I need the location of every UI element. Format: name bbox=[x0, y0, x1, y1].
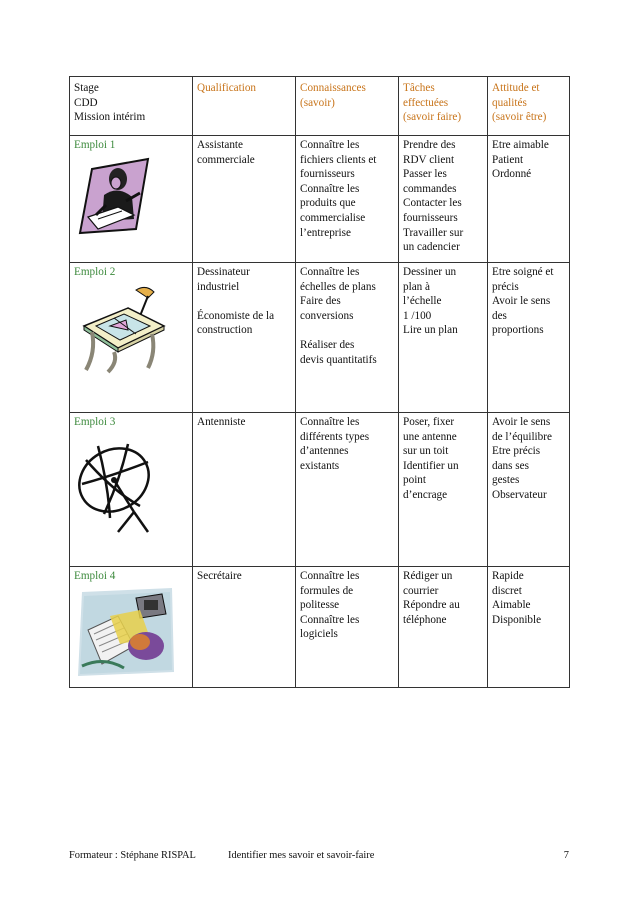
skills-table bbox=[69, 76, 570, 688]
taches-cell bbox=[399, 413, 488, 567]
taches-cell bbox=[399, 567, 488, 688]
attitude-cell bbox=[488, 136, 570, 263]
connaissances-text: Connaître les fichiers clients et fournisseurs Connaître les produits que commercialise l’entreprise bbox=[300, 139, 377, 239]
emploi-label: Emploi 4 bbox=[74, 570, 116, 582]
taches-text: Poser, fixer une antenne sur un toit Identifier un point d’encrage bbox=[403, 416, 459, 501]
header-qualification-cell bbox=[193, 77, 296, 136]
emploi-cell bbox=[70, 263, 193, 413]
table-row bbox=[70, 567, 570, 688]
attitude-text: Rapide discret Aimable Disponible bbox=[492, 570, 542, 626]
emploi-cell bbox=[70, 413, 193, 567]
header-connaissances-cell bbox=[296, 77, 399, 136]
emploi-label: Emploi 3 bbox=[74, 416, 116, 428]
qualification-cell bbox=[193, 136, 296, 263]
attitude-cell bbox=[488, 263, 570, 413]
emploi-cell bbox=[70, 567, 193, 688]
connaissances-cell bbox=[296, 263, 399, 413]
emploi-label: Emploi 1 bbox=[74, 139, 116, 151]
attitude-cell bbox=[488, 413, 570, 567]
header-taches: Tâches effectuées (savoir faire) bbox=[403, 82, 462, 124]
qualification-text: Secrétaire bbox=[197, 570, 242, 582]
footer-author: Formateur : Stéphane RISPAL bbox=[69, 850, 196, 861]
header-corner-text: Stage CDD Mission intérim bbox=[74, 82, 146, 124]
table-row bbox=[70, 413, 570, 567]
attitude-cell bbox=[488, 567, 570, 688]
connaissances-text: Connaître les formules de politesse Connaître les logiciels bbox=[300, 570, 360, 641]
table-header-row bbox=[70, 77, 570, 136]
taches-cell bbox=[399, 263, 488, 413]
header-taches-cell bbox=[399, 77, 488, 136]
table-row bbox=[70, 263, 570, 413]
emploi-label: Emploi 2 bbox=[74, 266, 116, 278]
connaissances-cell bbox=[296, 136, 399, 263]
attitude-text: Etre soigné et précis Avoir le sens des proportions bbox=[492, 266, 554, 337]
taches-cell bbox=[399, 136, 488, 263]
attitude-text: Avoir le sens de l’équilibre Etre précis dans ses gestes Observateur bbox=[492, 416, 552, 501]
connaissances-cell bbox=[296, 413, 399, 567]
connaissances-text: Connaître les différents types d’antennes existants bbox=[300, 416, 370, 472]
qualification-text: Assistante commerciale bbox=[197, 139, 255, 166]
header-connaissances: Connaissances (savoir) bbox=[300, 82, 366, 109]
qualification-text: Dessinateur industriel Économiste de la construction bbox=[197, 266, 275, 337]
table-row bbox=[70, 136, 570, 263]
header-qualification: Qualification bbox=[197, 82, 257, 94]
attitude-text: Etre aimable Patient Ordonné bbox=[492, 139, 549, 181]
connaissances-cell bbox=[296, 567, 399, 688]
woman-at-desk-icon bbox=[74, 155, 154, 237]
header-attitude-cell bbox=[488, 77, 570, 136]
qualification-cell bbox=[193, 413, 296, 567]
qualification-cell bbox=[193, 567, 296, 688]
qualification-cell bbox=[193, 263, 296, 413]
connaissances-text: Connaître les échelles de plans Faire des conversions Réaliser des devis quantitatifs bbox=[300, 266, 377, 366]
qualification-text: Antenniste bbox=[197, 416, 246, 428]
taches-text: Rédiger un courrier Répondre au téléphone bbox=[403, 570, 460, 626]
footer-title: Identifier mes savoir et savoir-faire bbox=[228, 850, 375, 861]
emploi-cell bbox=[70, 136, 193, 263]
taches-text: Dessiner un plan à l’échelle 1 /100 Lire un plan bbox=[403, 266, 458, 337]
satellite-dish-icon bbox=[74, 432, 160, 536]
header-attitude: Attitude et qualités (savoir être) bbox=[492, 82, 547, 124]
page-number: 7 bbox=[563, 850, 569, 861]
office-desk-icon bbox=[74, 586, 178, 678]
taches-text: Prendre des RDV client Passer les commandes Contacter les fournisseurs Travailler sur un cadencier bbox=[403, 139, 464, 254]
drafting-table-icon bbox=[74, 282, 170, 378]
header-corner-cell bbox=[70, 77, 193, 136]
